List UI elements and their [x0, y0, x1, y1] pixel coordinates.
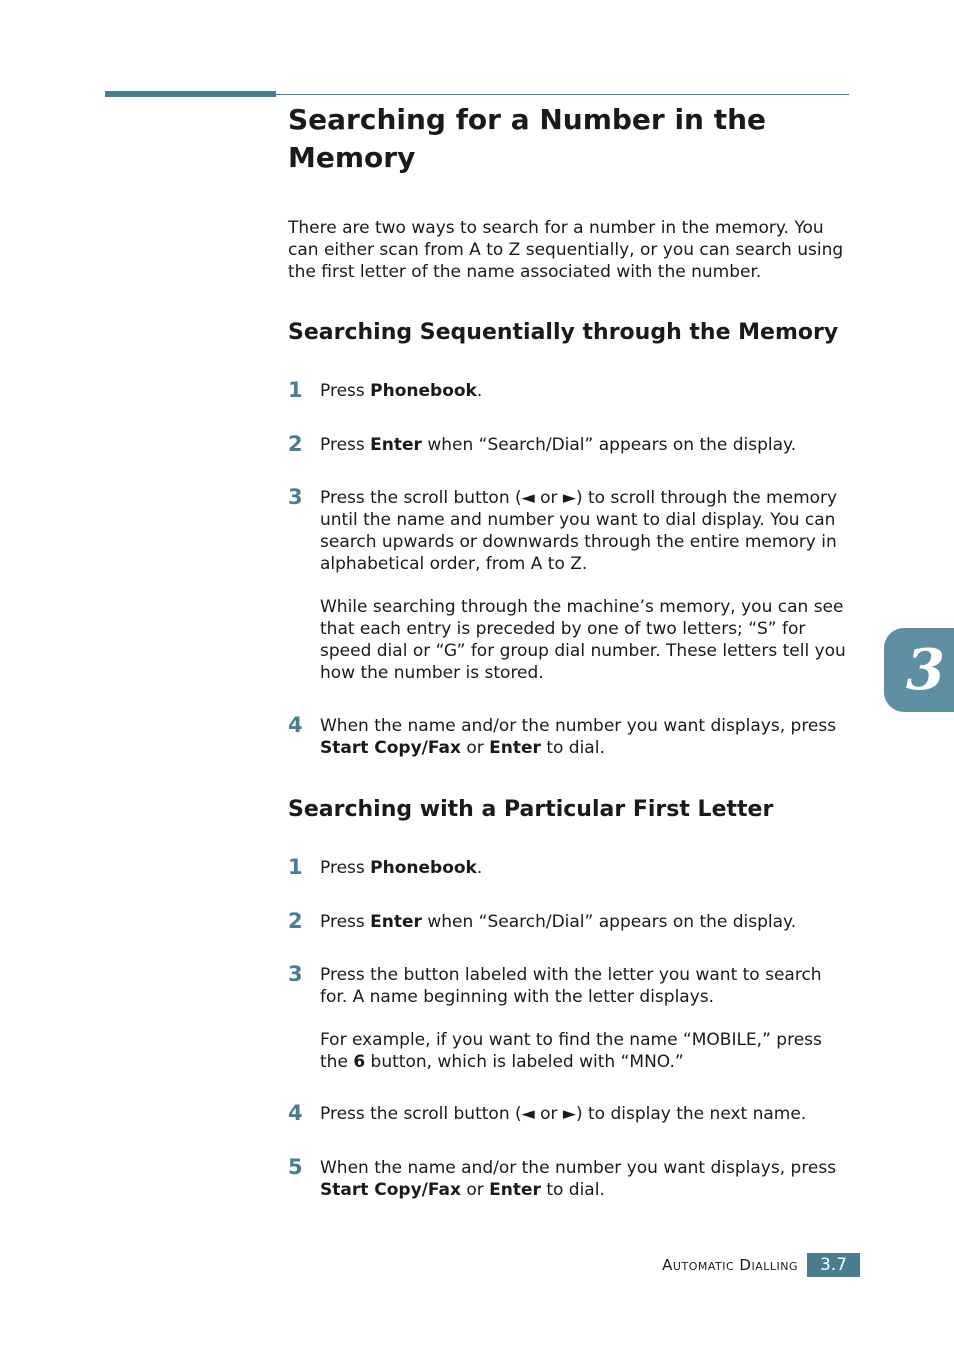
step-number: 3	[288, 962, 303, 986]
step-number: 4	[288, 1101, 303, 1125]
step-number: 1	[288, 855, 303, 879]
step-text: Press Phonebook.	[320, 381, 483, 401]
step-number: 3	[288, 485, 303, 509]
header-rule-thick	[105, 91, 276, 97]
step-number: 1	[288, 378, 303, 402]
step-text: When the name and/or the number you want displays, press Start Copy/Fax or Enter to dial.	[320, 1158, 837, 1200]
step-number: 4	[288, 713, 303, 737]
page-title: Searching for a Number in the Memory	[288, 103, 767, 174]
chapter-number: 3	[906, 637, 945, 703]
intro-paragraph: There are two ways to search for a number in the memory. You can either scan from A to Z sequentially, or you can search using the first letter of the name associated with the number.	[288, 218, 844, 282]
step-text: Press the scroll button (◄ or ►) to scroll through the memory until the name and number you want to dial display. You can search upwards or downwards through the entire memory in alphabetical order, from A to Z.	[320, 488, 838, 574]
step-note: For example, if you want to find the name “MOBILE,” press the 6 button, which is labeled with “MNO.”	[320, 1030, 822, 1072]
step-text: When the name and/or the number you want displays, press Start Copy/Fax or Enter to dial.	[320, 716, 837, 758]
step-number: 2	[288, 909, 303, 933]
chapter-tab	[884, 628, 954, 712]
section-heading-sequential: Searching Sequentially through the Memory	[288, 320, 839, 345]
section-heading-first-letter: Searching with a Particular First Letter	[288, 797, 774, 822]
page-number-badge: 3.7	[807, 1253, 860, 1277]
step-text: Press Phonebook.	[320, 858, 483, 878]
step-number: 2	[288, 432, 303, 456]
step-text: Press Enter when “Search/Dial” appears on the display.	[320, 912, 797, 932]
step-number: 5	[288, 1155, 303, 1179]
step-note: While searching through the machine’s memory, you can see that each entry is preceded by one of two letters; “S” for speed dial or “G” for group dial number. These letters tell you how the number is stored.	[320, 597, 846, 683]
footer-chapter-label: Automatic Dialling	[662, 1256, 798, 1274]
step-text: Press Enter when “Search/Dial” appears on the display.	[320, 435, 797, 455]
step-text: Press the scroll button (◄ or ►) to display the next name.	[320, 1104, 807, 1124]
header-rule-thin	[276, 94, 849, 95]
step-text: Press the button labeled with the letter you want to search for. A name beginning with the letter displays.	[320, 965, 822, 1007]
